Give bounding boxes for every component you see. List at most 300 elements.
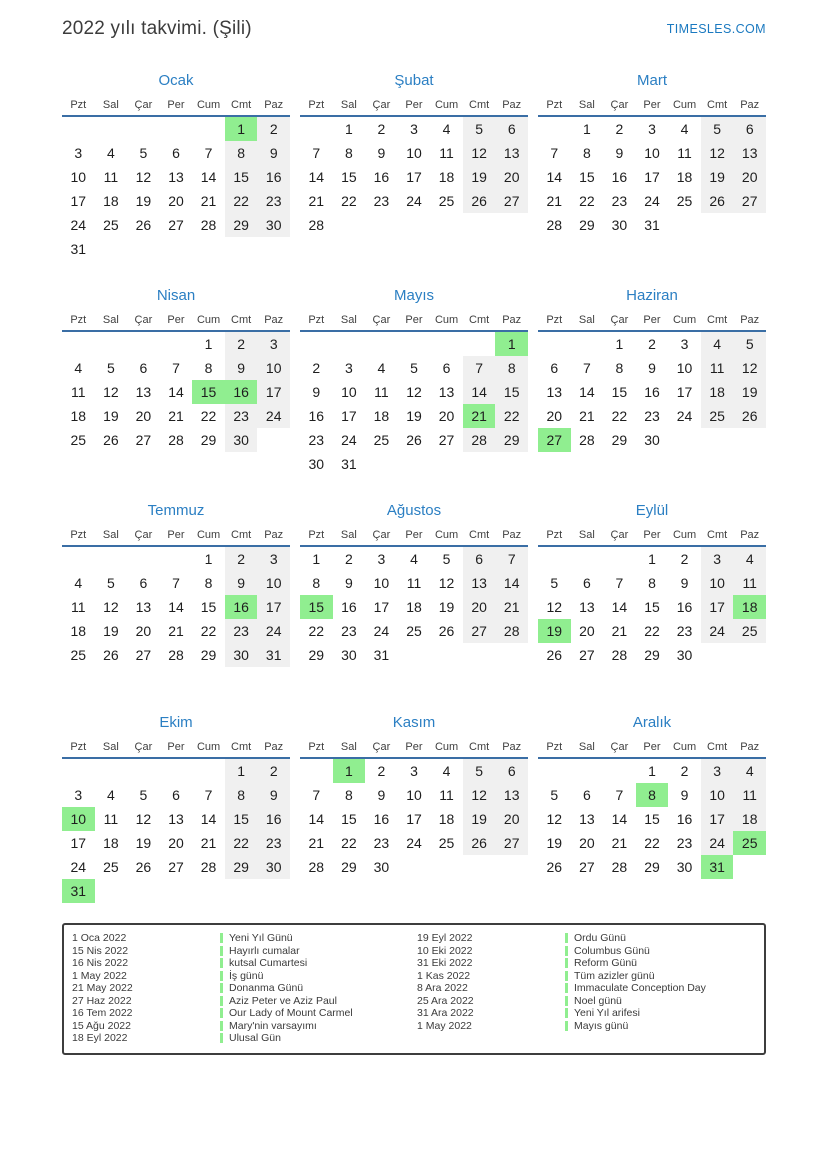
day-cell bbox=[160, 547, 193, 571]
day-cell: 21 bbox=[200, 835, 217, 851]
holiday-tick-icon bbox=[565, 971, 568, 981]
day-cell bbox=[192, 237, 225, 261]
legend-date: 18 Eyl 2022 bbox=[72, 1032, 128, 1045]
day-cell: 8 bbox=[312, 575, 321, 591]
day-cell: 15 bbox=[341, 811, 357, 827]
day-cell: 21 bbox=[200, 193, 217, 209]
weekday-label: Pzt bbox=[546, 529, 563, 541]
weekday-label: Paz bbox=[740, 99, 760, 111]
day-cell: 30 bbox=[225, 428, 258, 452]
weekday-label: Paz bbox=[740, 529, 760, 541]
day-cell: 4 bbox=[442, 763, 451, 779]
month-block-11 bbox=[300, 714, 528, 903]
weekday-label: Çar bbox=[134, 314, 153, 326]
day-cell: 18 bbox=[373, 408, 390, 424]
weekday-label: Sal bbox=[340, 529, 357, 541]
day-cell: 27 bbox=[733, 189, 766, 213]
day-cell: 27 bbox=[579, 859, 595, 875]
holiday-day-cell: 15 bbox=[192, 380, 225, 404]
day-cell: 28 bbox=[611, 647, 628, 663]
day-cell: 15 bbox=[495, 380, 528, 404]
day-cell: 16 bbox=[644, 384, 660, 400]
day-cell bbox=[192, 879, 225, 903]
weekday-label: Sal bbox=[578, 741, 595, 753]
day-cell: 20 bbox=[733, 165, 766, 189]
day-cell bbox=[62, 759, 95, 783]
legend-date: 31 Ara 2022 bbox=[417, 1007, 474, 1020]
weekday-label: Cum bbox=[672, 529, 697, 541]
month-title: Haziran bbox=[626, 287, 678, 304]
month-days-grid bbox=[300, 547, 528, 667]
day-cell: 4 bbox=[701, 332, 734, 356]
day-cell: 27 bbox=[579, 647, 595, 663]
day-cell: 12 bbox=[463, 141, 496, 165]
legend-entry bbox=[417, 932, 758, 945]
day-cell: 4 bbox=[106, 787, 115, 803]
day-cell: 22 bbox=[611, 408, 628, 424]
legend-date: 1 Oca 2022 bbox=[72, 932, 127, 945]
day-cell: 4 bbox=[442, 121, 451, 137]
day-cell bbox=[538, 332, 571, 356]
page-title: 2022 yılı takvimi. (Şili) bbox=[62, 18, 252, 39]
day-cell: 10 bbox=[701, 571, 734, 595]
day-cell: 30 bbox=[257, 213, 290, 237]
legend-holiday-name: Hayırlı cumalar bbox=[229, 944, 300, 957]
day-cell: 19 bbox=[135, 193, 152, 209]
day-cell: 6 bbox=[463, 547, 496, 571]
day-cell bbox=[571, 332, 604, 356]
legend-column-1 bbox=[72, 932, 413, 1045]
day-cell: 14 bbox=[308, 811, 325, 827]
weekday-label: Cum bbox=[434, 741, 459, 753]
day-cell: 25 bbox=[103, 859, 119, 875]
holiday-day-cell: 18 bbox=[733, 595, 766, 619]
holiday-tick-icon bbox=[220, 958, 223, 968]
day-cell bbox=[160, 237, 193, 261]
holiday-day-cell: 31 bbox=[62, 879, 95, 903]
day-cell: 1 bbox=[312, 551, 321, 567]
day-cell: 22 bbox=[341, 193, 357, 209]
holiday-day-cell: 19 bbox=[538, 619, 571, 643]
day-cell bbox=[495, 855, 528, 879]
weekday-label: Cum bbox=[672, 99, 697, 111]
day-cell: 26 bbox=[103, 432, 119, 448]
day-cell: 10 bbox=[257, 571, 290, 595]
day-cell: 15 bbox=[644, 599, 660, 615]
weekday-label: Paz bbox=[502, 314, 522, 326]
weekday-label: Cmt bbox=[707, 314, 728, 326]
day-cell: 9 bbox=[312, 384, 321, 400]
day-cell: 11 bbox=[103, 169, 119, 185]
day-cell: 31 bbox=[257, 643, 290, 667]
day-cell bbox=[95, 237, 128, 261]
day-cell: 25 bbox=[70, 647, 87, 663]
day-cell: 25 bbox=[733, 619, 766, 643]
day-cell bbox=[430, 213, 463, 237]
day-cell: 28 bbox=[168, 647, 184, 663]
day-cell: 2 bbox=[344, 551, 353, 567]
day-cell bbox=[733, 855, 766, 879]
day-cell: 29 bbox=[200, 432, 217, 448]
legend-entry bbox=[417, 957, 758, 970]
day-cell bbox=[571, 759, 604, 783]
day-cell bbox=[127, 332, 160, 356]
weekday-label: Per bbox=[167, 529, 185, 541]
day-cell: 26 bbox=[733, 404, 766, 428]
day-cell: 6 bbox=[139, 575, 148, 591]
weekday-label: Per bbox=[405, 314, 423, 326]
month-title: Mayıs bbox=[393, 287, 434, 304]
day-cell: 29 bbox=[644, 647, 660, 663]
day-cell: 23 bbox=[676, 835, 693, 851]
month-days-grid bbox=[300, 117, 528, 237]
weekday-label: Cum bbox=[196, 99, 221, 111]
day-cell: 7 bbox=[172, 575, 180, 591]
day-cell: 1 bbox=[204, 551, 213, 567]
weekday-label: Pzt bbox=[70, 529, 87, 541]
legend-holiday-name: kutsal Cumartesi bbox=[229, 957, 308, 970]
day-cell: 2 bbox=[225, 332, 258, 356]
day-cell: 18 bbox=[438, 169, 455, 185]
weekday-label: Sal bbox=[340, 99, 357, 111]
day-cell: 27 bbox=[168, 217, 184, 233]
month-block-7 bbox=[62, 502, 290, 688]
day-cell: 14 bbox=[495, 571, 528, 595]
day-cell: 17 bbox=[676, 384, 693, 400]
day-cell: 2 bbox=[257, 117, 290, 141]
day-cell: 7 bbox=[495, 547, 528, 571]
day-cell: 5 bbox=[463, 759, 496, 783]
weekday-label: Paz bbox=[740, 314, 760, 326]
holiday-tick-icon bbox=[565, 1008, 568, 1018]
day-cell: 1 bbox=[615, 336, 624, 352]
holiday-tick-icon bbox=[220, 933, 223, 943]
holiday-tick-icon bbox=[220, 1033, 223, 1043]
brand-link[interactable]: TIMESLES.COM bbox=[666, 22, 766, 36]
day-cell: 19 bbox=[103, 408, 119, 424]
day-cell: 8 bbox=[344, 145, 353, 161]
day-cell: 12 bbox=[135, 169, 152, 185]
holiday-day-cell: 15 bbox=[300, 595, 333, 619]
day-cell: 28 bbox=[308, 217, 325, 233]
day-cell: 31 bbox=[644, 217, 660, 233]
day-cell: 24 bbox=[701, 619, 734, 643]
day-cell: 17 bbox=[257, 595, 290, 619]
day-cell: 19 bbox=[135, 835, 152, 851]
day-cell: 30 bbox=[341, 647, 357, 663]
weekday-header-row bbox=[300, 528, 528, 547]
day-cell: 9 bbox=[648, 360, 656, 376]
day-cell: 28 bbox=[308, 859, 325, 875]
holiday-day-cell: 21 bbox=[463, 404, 496, 428]
weekday-label: Çar bbox=[610, 314, 629, 326]
day-cell: 9 bbox=[377, 787, 386, 803]
day-cell: 7 bbox=[582, 360, 591, 376]
weekday-label: Pzt bbox=[546, 314, 563, 326]
day-cell: 26 bbox=[463, 189, 496, 213]
day-cell: 26 bbox=[406, 432, 422, 448]
day-cell: 7 bbox=[312, 145, 321, 161]
day-cell: 23 bbox=[611, 193, 628, 209]
day-cell bbox=[365, 213, 398, 237]
day-cell bbox=[463, 855, 496, 879]
month-title: Şubat bbox=[394, 72, 434, 89]
weekday-label: Sal bbox=[340, 314, 357, 326]
day-cell: 7 bbox=[615, 787, 624, 803]
day-cell: 20 bbox=[168, 835, 184, 851]
holiday-day-cell: 31 bbox=[701, 855, 734, 879]
day-cell: 23 bbox=[644, 408, 660, 424]
day-cell: 24 bbox=[70, 217, 87, 233]
weekday-label: Paz bbox=[264, 99, 284, 111]
day-cell: 19 bbox=[733, 380, 766, 404]
legend-entry bbox=[72, 1032, 413, 1045]
day-cell: 4 bbox=[680, 121, 689, 137]
weekday-label: Cmt bbox=[231, 529, 252, 541]
day-cell bbox=[365, 332, 398, 356]
weekday-label: Pzt bbox=[308, 314, 325, 326]
legend-holiday-name: Donanma Günü bbox=[229, 982, 304, 995]
weekday-label: Paz bbox=[264, 741, 284, 753]
month-days-grid bbox=[538, 547, 766, 667]
day-cell: 11 bbox=[701, 356, 734, 380]
day-cell: 14 bbox=[579, 384, 595, 400]
day-cell: 28 bbox=[495, 619, 528, 643]
day-cell: 14 bbox=[200, 811, 217, 827]
day-cell: 3 bbox=[648, 121, 656, 137]
day-cell: 13 bbox=[168, 169, 184, 185]
day-cell bbox=[430, 643, 463, 667]
legend-entry bbox=[72, 995, 413, 1008]
legend-date: 27 Haz 2022 bbox=[72, 994, 132, 1007]
day-cell: 13 bbox=[733, 141, 766, 165]
day-cell: 23 bbox=[341, 623, 357, 639]
month-block-12 bbox=[538, 714, 766, 903]
weekday-header-row bbox=[538, 98, 766, 117]
day-cell: 7 bbox=[204, 787, 213, 803]
day-cell bbox=[733, 643, 766, 667]
weekday-label: Pzt bbox=[546, 741, 563, 753]
weekday-label: Per bbox=[167, 99, 185, 111]
legend-holiday-name: İş günü bbox=[229, 969, 264, 982]
day-cell bbox=[333, 213, 366, 237]
day-cell: 9 bbox=[344, 575, 353, 591]
day-cell: 8 bbox=[204, 360, 213, 376]
months-grid bbox=[62, 72, 766, 903]
day-cell: 2 bbox=[680, 763, 689, 779]
day-cell: 2 bbox=[680, 551, 689, 567]
day-cell: 17 bbox=[70, 193, 87, 209]
day-cell bbox=[398, 855, 431, 879]
day-cell: 30 bbox=[676, 647, 693, 663]
day-cell bbox=[733, 213, 766, 237]
day-cell: 3 bbox=[680, 336, 689, 352]
day-cell: 15 bbox=[225, 165, 258, 189]
month-title: Ağustos bbox=[386, 502, 442, 519]
day-cell: 16 bbox=[308, 408, 325, 424]
weekday-label: Çar bbox=[610, 741, 629, 753]
day-cell: 17 bbox=[644, 169, 660, 185]
month-title: Mart bbox=[637, 72, 667, 89]
day-cell: 25 bbox=[701, 404, 734, 428]
day-cell bbox=[701, 428, 734, 452]
day-cell: 15 bbox=[579, 169, 595, 185]
weekday-header-row bbox=[62, 98, 290, 117]
day-cell bbox=[495, 452, 528, 476]
day-cell: 30 bbox=[676, 859, 693, 875]
page-header bbox=[62, 18, 766, 40]
month-days-grid bbox=[62, 759, 290, 903]
day-cell: 26 bbox=[135, 859, 152, 875]
legend-holiday-name: Tüm azizler günü bbox=[574, 969, 655, 982]
day-cell: 17 bbox=[70, 835, 87, 851]
day-cell: 14 bbox=[463, 380, 496, 404]
day-cell: 9 bbox=[225, 571, 258, 595]
day-cell: 28 bbox=[611, 859, 628, 875]
day-cell: 13 bbox=[135, 599, 152, 615]
day-cell bbox=[398, 452, 431, 476]
month-days-grid bbox=[300, 759, 528, 879]
day-cell: 13 bbox=[438, 384, 455, 400]
day-cell bbox=[463, 643, 496, 667]
day-cell: 18 bbox=[70, 408, 87, 424]
month-days-grid bbox=[538, 332, 766, 452]
day-cell: 1 bbox=[204, 336, 213, 352]
day-cell: 18 bbox=[676, 169, 693, 185]
day-cell: 25 bbox=[373, 432, 390, 448]
month-days-grid bbox=[300, 332, 528, 476]
day-cell: 6 bbox=[495, 759, 528, 783]
day-cell: 11 bbox=[733, 783, 766, 807]
month-title: Eylül bbox=[635, 502, 669, 519]
day-cell: 5 bbox=[106, 360, 115, 376]
day-cell: 16 bbox=[341, 599, 357, 615]
day-cell: 4 bbox=[733, 547, 766, 571]
day-cell: 13 bbox=[135, 384, 152, 400]
month-block-10 bbox=[62, 714, 290, 903]
day-cell: 4 bbox=[74, 360, 83, 376]
day-cell: 21 bbox=[546, 193, 563, 209]
day-cell: 23 bbox=[676, 623, 693, 639]
day-cell: 8 bbox=[495, 356, 528, 380]
day-cell: 20 bbox=[168, 193, 184, 209]
day-cell: 14 bbox=[200, 169, 217, 185]
day-cell: 13 bbox=[463, 571, 496, 595]
day-cell bbox=[463, 332, 496, 356]
legend-holiday-name: Mayıs günü bbox=[574, 1019, 629, 1032]
weekday-label: Cum bbox=[196, 314, 221, 326]
day-cell: 4 bbox=[74, 575, 83, 591]
holiday-day-cell: 1 bbox=[333, 759, 366, 783]
weekday-label: Sal bbox=[102, 99, 119, 111]
day-cell: 16 bbox=[676, 599, 693, 615]
day-cell: 4 bbox=[410, 551, 418, 567]
day-cell: 9 bbox=[615, 145, 624, 161]
day-cell: 22 bbox=[225, 831, 258, 855]
day-cell bbox=[95, 332, 128, 356]
day-cell: 29 bbox=[225, 213, 258, 237]
legend-holiday-name: Our Lady of Mount Carmel bbox=[229, 1007, 353, 1020]
day-cell bbox=[95, 879, 128, 903]
day-cell: 21 bbox=[308, 835, 325, 851]
day-cell: 21 bbox=[611, 623, 628, 639]
day-cell: 23 bbox=[225, 619, 258, 643]
day-cell: 5 bbox=[733, 332, 766, 356]
day-cell: 28 bbox=[200, 859, 217, 875]
day-cell bbox=[160, 879, 193, 903]
holiday-tick-icon bbox=[220, 1021, 223, 1031]
day-cell: 31 bbox=[70, 241, 87, 257]
day-cell: 13 bbox=[495, 783, 528, 807]
holiday-day-cell: 1 bbox=[225, 117, 258, 141]
day-cell: 11 bbox=[677, 145, 692, 161]
day-cell: 20 bbox=[495, 165, 528, 189]
weekday-label: Çar bbox=[372, 314, 391, 326]
weekday-label: Sal bbox=[578, 529, 595, 541]
day-cell: 12 bbox=[733, 356, 766, 380]
day-cell: 22 bbox=[200, 408, 217, 424]
month-block-3 bbox=[538, 72, 766, 261]
legend-entry bbox=[72, 1020, 413, 1033]
day-cell: 17 bbox=[373, 599, 390, 615]
day-cell: 24 bbox=[406, 835, 422, 851]
day-cell bbox=[701, 213, 734, 237]
day-cell: 14 bbox=[546, 169, 563, 185]
day-cell: 9 bbox=[225, 356, 258, 380]
day-cell: 2 bbox=[312, 360, 321, 376]
day-cell bbox=[603, 547, 636, 571]
day-cell: 10 bbox=[676, 360, 693, 376]
day-cell: 21 bbox=[611, 835, 628, 851]
month-title: Aralık bbox=[632, 714, 672, 731]
day-cell: 14 bbox=[168, 599, 184, 615]
weekday-header-row bbox=[300, 313, 528, 332]
day-cell: 7 bbox=[204, 145, 213, 161]
day-cell: 3 bbox=[74, 787, 83, 803]
day-cell: 7 bbox=[463, 356, 496, 380]
legend-holiday-name: Yeni Yıl arifesi bbox=[574, 1007, 640, 1020]
day-cell bbox=[603, 759, 636, 783]
day-cell: 4 bbox=[377, 360, 386, 376]
weekday-label: Çar bbox=[134, 99, 153, 111]
weekday-header-row bbox=[538, 313, 766, 332]
day-cell bbox=[257, 879, 290, 903]
day-cell: 12 bbox=[546, 599, 563, 615]
day-cell: 22 bbox=[644, 623, 660, 639]
month-title: Ocak bbox=[158, 72, 194, 89]
month-days-grid bbox=[62, 117, 290, 261]
weekday-label: Paz bbox=[264, 314, 284, 326]
day-cell bbox=[495, 643, 528, 667]
day-cell: 4 bbox=[733, 759, 766, 783]
day-cell bbox=[538, 117, 571, 141]
day-cell: 19 bbox=[438, 599, 455, 615]
day-cell: 22 bbox=[308, 623, 325, 639]
day-cell: 16 bbox=[611, 169, 628, 185]
day-cell: 17 bbox=[701, 595, 734, 619]
holiday-tick-icon bbox=[565, 933, 568, 943]
day-cell: 2 bbox=[377, 121, 386, 137]
day-cell: 10 bbox=[406, 787, 422, 803]
day-cell bbox=[160, 759, 193, 783]
weekday-label: Cmt bbox=[469, 529, 490, 541]
holiday-day-cell: 8 bbox=[636, 783, 669, 807]
day-cell: 6 bbox=[172, 145, 180, 161]
weekday-header-row bbox=[62, 313, 290, 332]
day-cell: 23 bbox=[373, 835, 390, 851]
holiday-tick-icon bbox=[220, 983, 223, 993]
day-cell bbox=[430, 332, 463, 356]
